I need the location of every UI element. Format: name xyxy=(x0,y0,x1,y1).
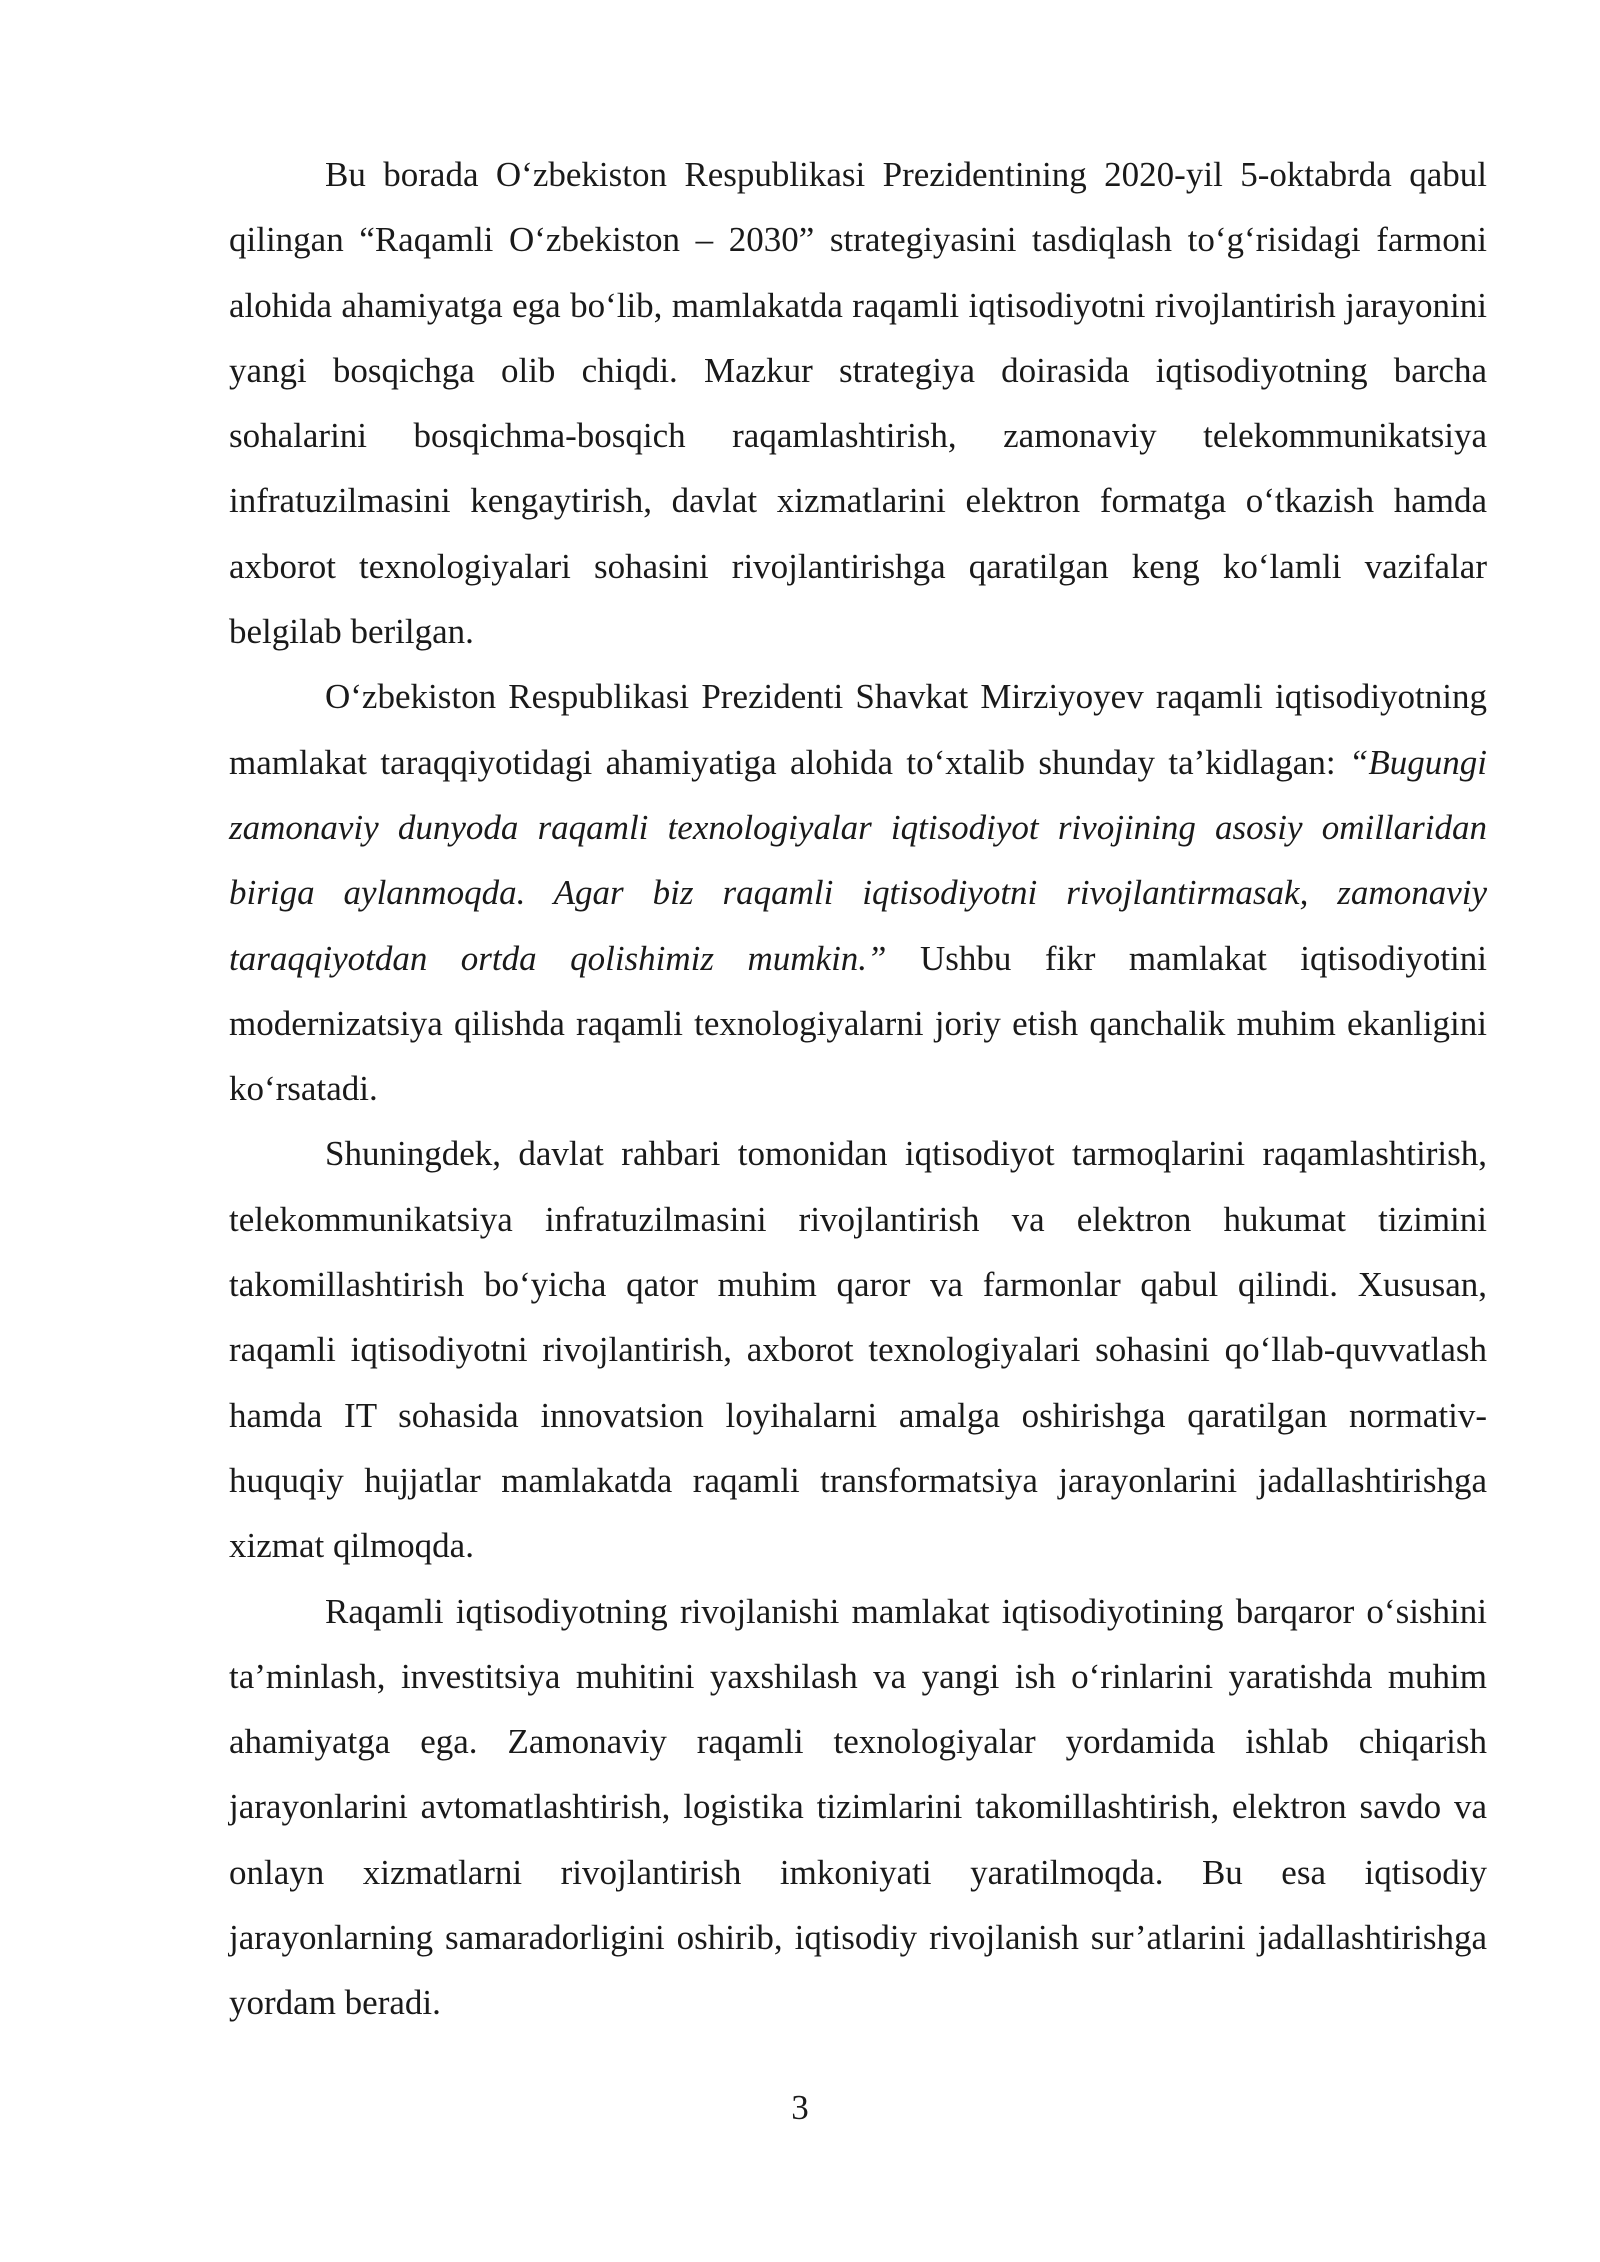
paragraph-president-quote xyxy=(229,664,1487,1121)
president-quote: “Bugungi zamonaviy dunyoda raqamli texnologiyalar iqtisodiyot rivojining asosiy omillaridan biriga aylanmoqda. Agar biz raqamli iqtisodiyotni rivojlantirmasak, zamonaviy taraqqiyotdan ortda qolishimiz mumkin.” xyxy=(229,742,1487,978)
quote-intro: O‘zbekiston Respublikasi Prezidenti Shavkat Mirziyoyev raqamli iqtisodiyotning mamlakat taraqqiyotidagi ahamiyatiga alohida to‘xtalib shunday ta’kidlagan: xyxy=(229,677,1487,782)
page-number: 3 xyxy=(791,2088,809,2127)
paragraph-growth: Raqamli iqtisodiyotning rivojlanishi mamlakat iqtisodiyotining barqaror o‘sishini ta’minlash, investitsiya muhitini yaxshilash va yangi ish o‘rinlarini yaratishda muhim ahamiyatga ega. Zamonaviy raqamli texnologiyalar yordamida ishlab chiqarish jarayonlarini avtomatlashtirish, logistika tizimlarini takomillashtirish, elektron savdo va onlayn xizmatlarni rivojlantirish imkoniyati yaratilmoqda. Bu esa iqtisodiy jarayonlarning samaradorligini oshirib, iqtisodiy rivojlanish sur’atlarini jadallashtirishga yordam beradi. xyxy=(229,1591,1487,2023)
paragraph-strategy: Bu borada O‘zbekiston Respublikasi Prezidentining 2020-yil 5-oktabrda qabul qilingan “Raqamli O‘zbekiston – 2030” strategiyasini tasdiqlash to‘g‘risidagi farmoni alohida ahamiyatga ega bo‘lib, mamlakatda raqamli iqtisodiyotni rivojlantirish jarayonini yangi bosqichga olib chiqdi. Mazkur strategiya doirasida iqtisodiyotning barcha sohalarini bosqichma-bosqich raqamlashtirish, zamonaviy telekommunikatsiya infratuzilmasini kengaytirish, davlat xizmatlarini elektron formatga o‘tkazish hamda axborot texnologiyalari sohasini rivojlantirishga qaratilgan keng ko‘lamli vazifalar belgilab berilgan. xyxy=(229,155,1487,652)
quote-followup: Ushbu fikr mamlakat iqtisodiyotini modernizatsiya qilishda raqamli texnologiyalarni joriy etish qanchalik muhim ekanligini ko‘rsatadi. xyxy=(229,938,1487,1109)
paragraph-decrees: Shuningdek, davlat rahbari tomonidan iqtisodiyot tarmoqlarini raqamlashtirish, telekommunikatsiya infratuzilmasini rivojlantirish va elektron hukumat tizimini takomillashtirish bo‘yicha qator muhim qaror va farmonlar qabul qilindi. Xususan, raqamli iqtisodiyotni rivojlantirish, axborot texnologiyalari sohasini qo‘llab-quvvatlash hamda IT sohasida innovatsion loyihalarni amalga oshirishga qaratilgan normativ-huquqiy hujjatlar mamlakatda raqamli transformatsiya jarayonlarini jadallashtirishga xizmat qilmoqda. xyxy=(229,1134,1487,1566)
body-text xyxy=(229,142,1487,2036)
